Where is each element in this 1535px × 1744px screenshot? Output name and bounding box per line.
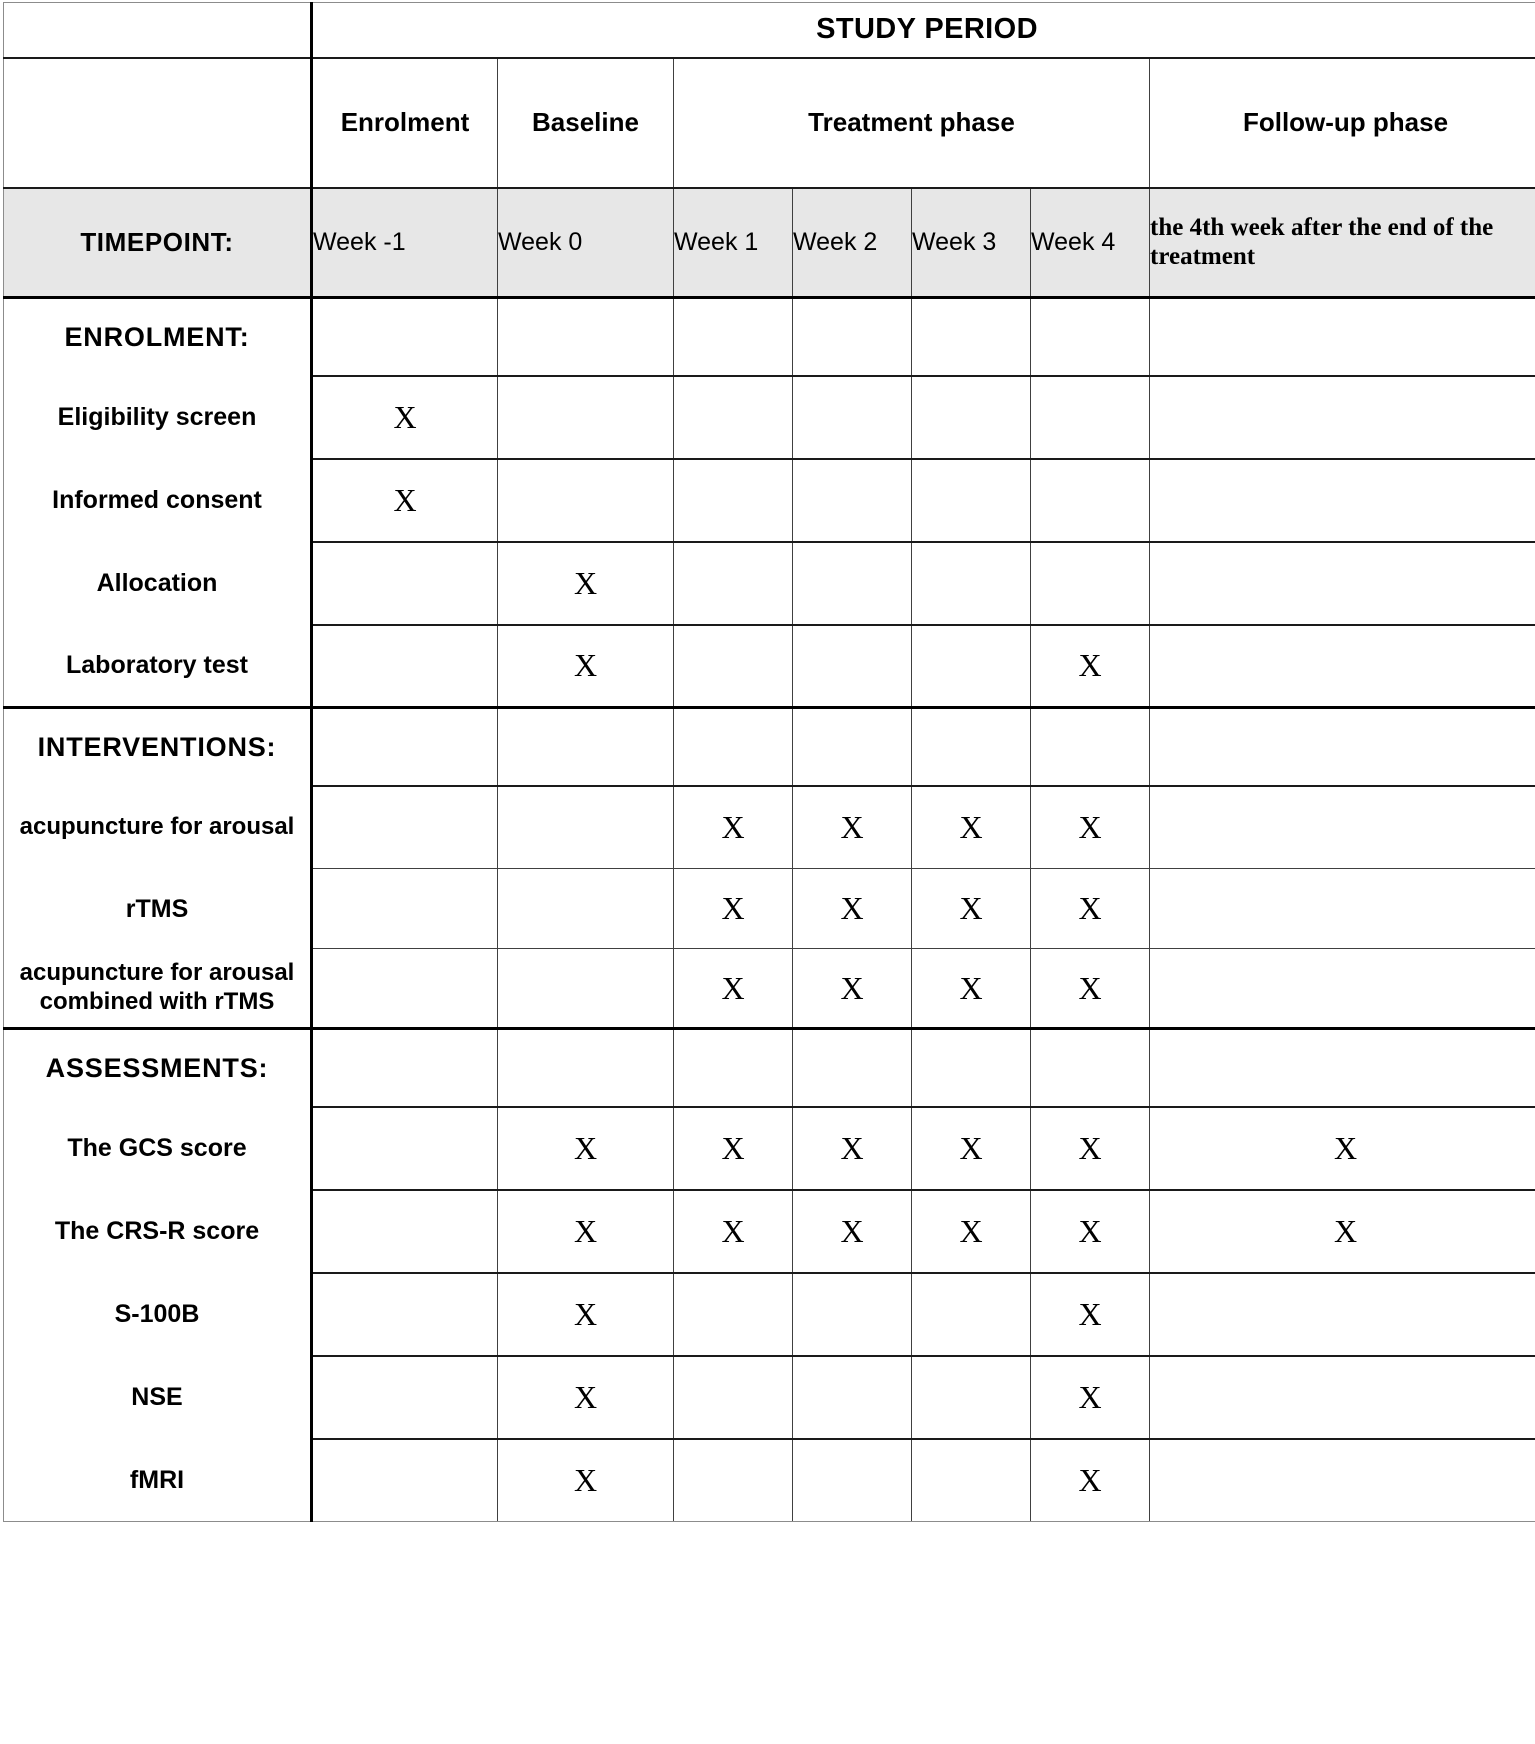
mark-crsr-enrol [312, 1190, 498, 1273]
mark-acu-wk4: X [1031, 786, 1150, 869]
mark-combo-wk2: X [793, 949, 912, 1029]
mark-rtms-enrol [312, 869, 498, 949]
mark-s100b-base: X [498, 1273, 674, 1356]
cell-interventions-heading-enrol [312, 708, 498, 786]
phase-header-enrolment: Enrolment [312, 58, 498, 188]
table-row [4, 376, 1535, 459]
cell-interventions-heading-wk1 [674, 708, 793, 786]
table-row [4, 1273, 1535, 1356]
mark-nse-wk3 [912, 1356, 1031, 1439]
mark-lab-wk2 [793, 625, 912, 708]
mark-crsr-base: X [498, 1190, 674, 1273]
timepoint-followup: the 4th week after the end of the treatment [1150, 188, 1535, 298]
mark-combo-wk4: X [1031, 949, 1150, 1029]
mark-fmri-base: X [498, 1439, 674, 1522]
mark-allocation-base: X [498, 542, 674, 625]
mark-fmri-wk2 [793, 1439, 912, 1522]
mark-acu-enrol [312, 786, 498, 869]
mark-allocation-wk1 [674, 542, 793, 625]
timepoint-label: TIMEPOINT: [4, 188, 312, 298]
phase-row-label-empty [4, 58, 312, 188]
mark-eligibility-follow [1150, 376, 1535, 459]
row-label-fmri: fMRI [4, 1439, 312, 1522]
mark-fmri-follow [1150, 1439, 1535, 1522]
section-heading-row-interventions [4, 708, 1535, 786]
mark-gcs-wk2: X [793, 1107, 912, 1190]
table-row [4, 786, 1535, 869]
cell-enrolment-heading-enrol [312, 298, 498, 376]
cell-interventions-heading-base [498, 708, 674, 786]
mark-rtms-wk3: X [912, 869, 1031, 949]
cell-assessments-heading-base [498, 1029, 674, 1107]
mark-crsr-wk2: X [793, 1190, 912, 1273]
phase-header-row [4, 58, 1535, 188]
cell-enrolment-heading-base [498, 298, 674, 376]
study-period-header-row [4, 3, 1535, 58]
phase-header-treatment: Treatment phase [674, 58, 1150, 188]
cell-enrolment-heading-wk3 [912, 298, 1031, 376]
timepoint-week-3: Week 3 [912, 188, 1031, 298]
cell-assessments-heading-enrol [312, 1029, 498, 1107]
mark-crsr-follow: X [1150, 1190, 1535, 1273]
mark-combo-base [498, 949, 674, 1029]
mark-s100b-wk1 [674, 1273, 793, 1356]
mark-combo-wk3: X [912, 949, 1031, 1029]
mark-gcs-wk1: X [674, 1107, 793, 1190]
mark-lab-base: X [498, 625, 674, 708]
mark-consent-wk1 [674, 459, 793, 542]
table-row [4, 542, 1535, 625]
mark-combo-wk1: X [674, 949, 793, 1029]
mark-eligibility-wk3 [912, 376, 1031, 459]
mark-crsr-wk1: X [674, 1190, 793, 1273]
mark-eligibility-enrol: X [312, 376, 498, 459]
timepoint-enrolment: Week -1 [312, 188, 498, 298]
mark-fmri-wk3 [912, 1439, 1031, 1522]
table-row [4, 1190, 1535, 1273]
row-label-allocation: Allocation [4, 542, 312, 625]
spirit-schedule-table [3, 2, 1535, 1522]
mark-allocation-enrol [312, 542, 498, 625]
table-row [4, 1107, 1535, 1190]
timepoint-week-2: Week 2 [793, 188, 912, 298]
mark-rtms-follow [1150, 869, 1535, 949]
mark-gcs-base: X [498, 1107, 674, 1190]
mark-gcs-enrol [312, 1107, 498, 1190]
mark-consent-follow [1150, 459, 1535, 542]
mark-acu-wk2: X [793, 786, 912, 869]
mark-acu-wk3: X [912, 786, 1031, 869]
mark-lab-enrol [312, 625, 498, 708]
mark-consent-wk2 [793, 459, 912, 542]
study-period-title: STUDY PERIOD [312, 3, 1535, 58]
row-label-crsr-score: The CRS-R score [4, 1190, 312, 1273]
mark-fmri-wk1 [674, 1439, 793, 1522]
mark-acu-follow [1150, 786, 1535, 869]
mark-allocation-follow [1150, 542, 1535, 625]
row-label-s100b: S-100B [4, 1273, 312, 1356]
section-heading-assessments: ASSESSMENTS: [4, 1029, 312, 1107]
cell-enrolment-heading-wk1 [674, 298, 793, 376]
row-label-informed-consent: Informed consent [4, 459, 312, 542]
cell-interventions-heading-wk4 [1031, 708, 1150, 786]
timepoint-week-4: Week 4 [1031, 188, 1150, 298]
cell-interventions-heading-follow [1150, 708, 1535, 786]
mark-s100b-follow [1150, 1273, 1535, 1356]
timepoint-row [4, 188, 1535, 298]
mark-nse-base: X [498, 1356, 674, 1439]
mark-crsr-wk4: X [1031, 1190, 1150, 1273]
mark-s100b-enrol [312, 1273, 498, 1356]
mark-consent-base [498, 459, 674, 542]
mark-gcs-wk3: X [912, 1107, 1031, 1190]
row-label-acupuncture-for-arousal: acupuncture for arousal [4, 786, 312, 869]
timepoint-baseline: Week 0 [498, 188, 674, 298]
mark-rtms-wk1: X [674, 869, 793, 949]
table-row [4, 459, 1535, 542]
row-label-nse: NSE [4, 1356, 312, 1439]
mark-gcs-follow: X [1150, 1107, 1535, 1190]
mark-nse-wk2 [793, 1356, 912, 1439]
mark-acu-wk1: X [674, 786, 793, 869]
mark-lab-follow [1150, 625, 1535, 708]
mark-nse-follow [1150, 1356, 1535, 1439]
mark-consent-enrol: X [312, 459, 498, 542]
mark-fmri-wk4: X [1031, 1439, 1150, 1522]
cell-assessments-heading-wk2 [793, 1029, 912, 1107]
table-row [4, 869, 1535, 949]
mark-combo-enrol [312, 949, 498, 1029]
mark-allocation-wk3 [912, 542, 1031, 625]
cell-interventions-heading-wk2 [793, 708, 912, 786]
mark-eligibility-wk2 [793, 376, 912, 459]
mark-combo-follow [1150, 949, 1535, 1029]
phase-header-followup: Follow-up phase [1150, 58, 1535, 188]
mark-consent-wk3 [912, 459, 1031, 542]
mark-nse-enrol [312, 1356, 498, 1439]
mark-nse-wk1 [674, 1356, 793, 1439]
cell-enrolment-heading-follow [1150, 298, 1535, 376]
cell-interventions-heading-wk3 [912, 708, 1031, 786]
mark-lab-wk4: X [1031, 625, 1150, 708]
table-row [4, 1439, 1535, 1522]
mark-rtms-base [498, 869, 674, 949]
table-row [4, 625, 1535, 708]
table-row [4, 1356, 1535, 1439]
table-row [4, 949, 1535, 1029]
section-heading-interventions: INTERVENTIONS: [4, 708, 312, 786]
mark-lab-wk3 [912, 625, 1031, 708]
cell-assessments-heading-wk4 [1031, 1029, 1150, 1107]
section-heading-row-enrolment [4, 298, 1535, 376]
mark-s100b-wk4: X [1031, 1273, 1150, 1356]
mark-s100b-wk3 [912, 1273, 1031, 1356]
mark-rtms-wk4: X [1031, 869, 1150, 949]
mark-rtms-wk2: X [793, 869, 912, 949]
mark-eligibility-wk1 [674, 376, 793, 459]
mark-nse-wk4: X [1031, 1356, 1150, 1439]
cell-enrolment-heading-wk4 [1031, 298, 1150, 376]
row-label-rtms: rTMS [4, 869, 312, 949]
mark-eligibility-base [498, 376, 674, 459]
section-heading-enrolment: ENROLMENT: [4, 298, 312, 376]
cell-assessments-heading-wk3 [912, 1029, 1031, 1107]
mark-crsr-wk3: X [912, 1190, 1031, 1273]
phase-header-baseline: Baseline [498, 58, 674, 188]
row-label-gcs-score: The GCS score [4, 1107, 312, 1190]
mark-consent-wk4 [1031, 459, 1150, 542]
row-label-acupuncture-combined-rtms: acupuncture for arousal combined with rTMS [4, 949, 312, 1029]
row-label-eligibility-screen: Eligibility screen [4, 376, 312, 459]
row-label-laboratory-test: Laboratory test [4, 625, 312, 708]
mark-gcs-wk4: X [1031, 1107, 1150, 1190]
cell-assessments-heading-follow [1150, 1029, 1535, 1107]
mark-acu-base [498, 786, 674, 869]
mark-allocation-wk4 [1031, 542, 1150, 625]
cell-assessments-heading-wk1 [674, 1029, 793, 1107]
timepoint-week-1: Week 1 [674, 188, 793, 298]
mark-allocation-wk2 [793, 542, 912, 625]
mark-lab-wk1 [674, 625, 793, 708]
spirit-schedule-figure [0, 2, 1535, 1744]
cell-enrolment-heading-wk2 [793, 298, 912, 376]
mark-fmri-enrol [312, 1439, 498, 1522]
section-heading-row-assessments [4, 1029, 1535, 1107]
mark-s100b-wk2 [793, 1273, 912, 1356]
mark-eligibility-wk4 [1031, 376, 1150, 459]
corner-cell-empty [4, 3, 312, 58]
